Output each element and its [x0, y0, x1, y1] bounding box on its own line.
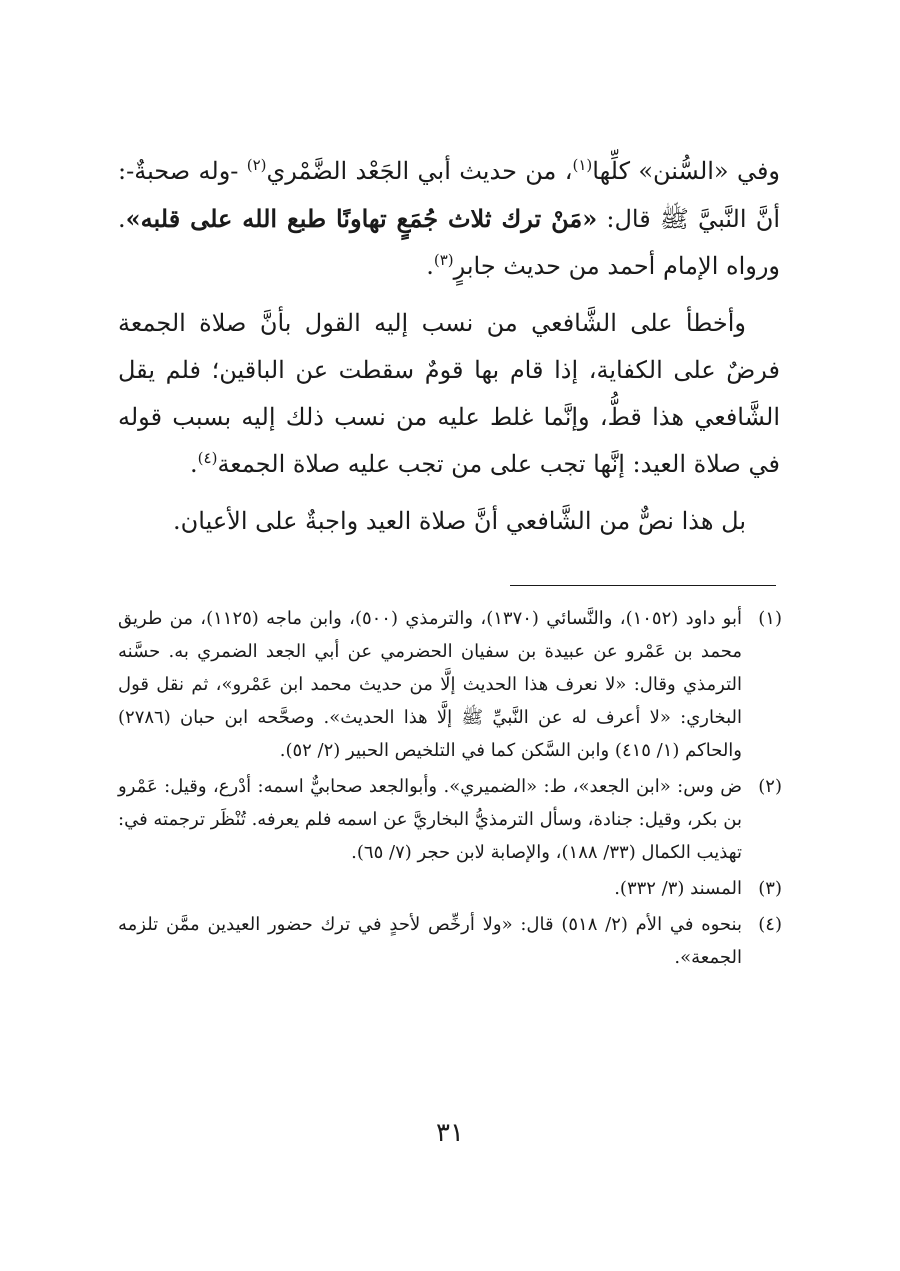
footnotes	[118, 602, 782, 977]
footnote-ref-2[interactable]: (٢)	[246, 156, 267, 174]
footnote-item	[118, 872, 782, 905]
paragraph-2: وأخطأ على الشَّافعي من نسب إليه القول بأنَّ صلاة الجمعة فرضٌ على الكفاية، إذا قام بها قومٌ سقطت عن الباقين؛ فلم يقل الشَّافعي هذا قطُّ، وإنَّما غلط عليه من نسب ذلك إليه بسبب قوله في صلاة العيد: إنَّها تجب على من تجب عليه صلاة الجمعة$^{(٤)}$.	[118, 309, 781, 478]
hadith-quote: «مَنْ ترك ثلاث جُمَعٍ تهاونًا طبع الله على قلبه»	[125, 204, 598, 233]
footnote-number: (٣)	[758, 878, 782, 899]
footnote-divider	[510, 585, 776, 586]
footnote-ref-4[interactable]: (٤)	[197, 449, 218, 467]
footnote-number: (٢)	[758, 776, 782, 797]
footnote-item	[118, 602, 782, 767]
main-text	[118, 148, 780, 555]
paragraph-1: وفي «السُّنن» كلِّها$^{(١)}$، من حديث أبي الجَعْد الضَّمْري$^{(٢)}$ -وله صحبةٌ-: أنَّ النَّبيَّ ﷺ قال: «مَنْ ترك ثلاث جُمَعٍ تهاونًا طبع الله على قلبه». ورواه الإمام أحمد من حديث جابرٍ$^{(٣)}$.	[118, 156, 781, 280]
footnote-number: (٤)	[758, 914, 782, 935]
footnote-ref-1[interactable]: (١)	[572, 156, 593, 174]
paragraph-3: بل هذا نصٌّ من الشَّافعي أنَّ صلاة العيد واجبةٌ على الأعيان.	[173, 507, 746, 535]
page-number: ٣١	[436, 1118, 464, 1148]
footnote-item	[118, 908, 782, 974]
footnote-text: المسند (٣/ ٣٣٢).	[614, 878, 742, 899]
footnote-text: أبو داود (١٠٥٢)، والنَّسائي (١٣٧٠)، والترمذي (٥٠٠)، وابن ماجه (١١٢٥)، من طريق محمد بن عَمْرو عن عبيدة بن سفيان الحضرمي عن أبي الجعد الضمري به. حسَّنه الترمذي وقال: «لا نعرف هذا الحديث إلَّا من حديث محمد ابن عَمْرو»، ثم نقل قول البخاري: «لا أعرف له عن النَّبيِّ ﷺ إلَّا هذا الحديث». وصحَّحه ابن حبان (٢٧٨٦) والحاكم (١/ ٤١٥) وابن السَّكن كما في التلخيص الحبير (٢/ ٥٢).	[118, 608, 742, 761]
footnote-item	[118, 770, 782, 869]
footnote-ref-3[interactable]: (٣)	[433, 251, 454, 269]
footnote-text: بنحوه في الأم (٢/ ٥١٨) قال: «ولا أرخِّص لأحدٍ في ترك حضور العيدين ممَّن تلزمه الجمعة».	[118, 914, 742, 968]
footnote-number: (١)	[758, 608, 782, 629]
footnote-text: ض وس: «ابن الجعد»، ط: «الضميري». وأبوالجعد صحابيٌّ اسمه: أدْرع، وقيل: عَمْرو بن بكر، وقيل: جنادة، وسأل الترمذيُّ البخاريَّ عن اسمه فلم يعرفه. تُنْظَر ترجمته في: تهذيب الكمال (٣٣/ ١٨٨)، والإصابة لابن حجر (٧/ ٦٥).	[118, 776, 742, 863]
